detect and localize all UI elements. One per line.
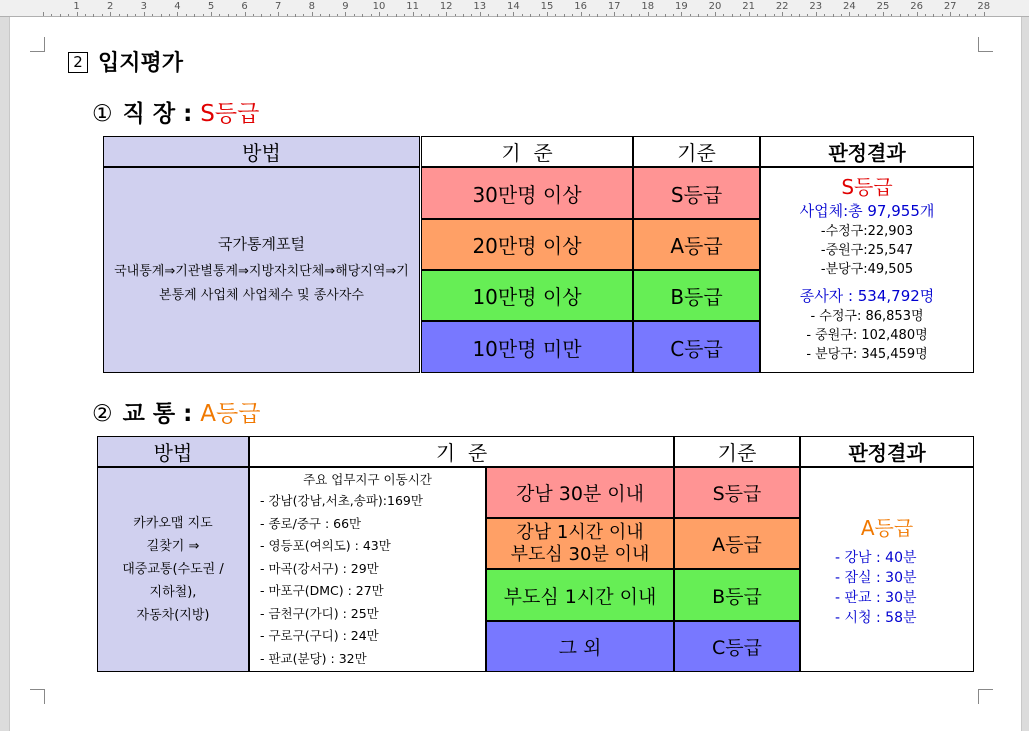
workplace-header-grade: 기준: [633, 136, 760, 167]
margin-corner-bottom-left: [30, 689, 45, 704]
ruler-tick: [816, 12, 817, 16]
traffic-number: ②: [92, 401, 113, 427]
ruler-tick: [891, 14, 892, 16]
ruler-number: 28: [977, 1, 991, 12]
traffic-list-item-1: - 강남(강남,서초,송파):169만: [260, 493, 423, 508]
ruler-number: 3: [140, 1, 147, 12]
section-heading: [68, 46, 183, 77]
traffic-criteria-row-1: 강남 30분 이내: [486, 467, 674, 518]
ruler-tick: [455, 14, 456, 16]
ruler-tick: [614, 12, 615, 16]
ruler-tick: [648, 12, 649, 16]
ruler-number: 15: [540, 1, 554, 12]
ruler-tick: [387, 14, 388, 16]
ruler-tick: [51, 14, 52, 16]
ruler-tick: [446, 12, 447, 16]
ruler-tick: [43, 12, 44, 16]
workplace-method-title: 국가통계포털: [218, 234, 305, 253]
ruler-number: 14: [507, 1, 520, 12]
ruler-tick: [950, 12, 951, 16]
ruler-tick: [303, 14, 304, 16]
workplace-grade-row-4: C등급: [633, 321, 760, 373]
ruler-tick: [883, 12, 884, 16]
ruler-number: 5: [207, 1, 215, 12]
workplace-result-cell: [760, 167, 974, 373]
workplace-criteria-row-1: 30만명 이상: [421, 167, 633, 219]
ruler-tick: [849, 12, 850, 16]
ruler-tick: [219, 14, 220, 16]
ruler-tick: [77, 12, 78, 16]
ruler-tick: [203, 14, 204, 16]
ruler-tick: [312, 12, 313, 16]
ruler-tick: [144, 12, 145, 16]
ruler-number: 1: [73, 1, 80, 12]
workplace-result-emp-item-1: - 수정구: 86,853명: [810, 309, 924, 324]
workplace-criteria-row-3: 10만명 이상: [421, 270, 633, 321]
ruler-number: 25: [876, 1, 890, 12]
ruler-tick: [841, 14, 842, 16]
ruler-tick: [85, 14, 86, 16]
ruler-tick: [253, 14, 254, 16]
ruler-number: 26: [910, 1, 923, 12]
traffic-list-item-7: - 구로구(구디) : 24만: [260, 628, 379, 643]
ruler-number: 22: [775, 1, 789, 12]
traffic-method-line-5: 자동차(지방): [136, 608, 210, 623]
workplace-grade: S등급: [200, 101, 260, 127]
ruler-tick: [354, 14, 355, 16]
traffic-list-item-2: - 종로/중구 : 66만: [260, 515, 362, 531]
margin-corner-top-left: [30, 37, 45, 52]
ruler-tick: [211, 12, 212, 16]
ruler-tick: [245, 12, 246, 16]
section-title: 입지평가: [98, 51, 184, 76]
ruler-tick: [623, 14, 624, 16]
ruler-tick: [589, 14, 590, 16]
margin-corner-top-right: [978, 37, 993, 52]
traffic-grade-row-1: S등급: [674, 467, 800, 518]
traffic-criteria-row-2: 강남 1시간 이내 부도심 30분 이내: [486, 518, 674, 569]
ruler-tick: [942, 14, 943, 16]
ruler-number: 21: [742, 1, 755, 12]
ruler-tick: [379, 12, 380, 16]
traffic-header-result: 판정결과: [800, 436, 974, 467]
traffic-method-line-2: 길찾기 ⇒: [146, 539, 200, 554]
ruler-tick: [690, 14, 691, 16]
ruler-tick: [959, 14, 960, 16]
ruler-number: 13: [473, 1, 487, 12]
ruler-tick: [287, 14, 288, 16]
workplace-header-method: 방법: [103, 136, 420, 167]
ruler-tick: [975, 14, 976, 16]
traffic-heading: [92, 395, 260, 428]
ruler-tick: [68, 14, 69, 16]
workplace-result-biz-item-3: -분당구:49,505: [820, 262, 914, 277]
ruler-tick: [270, 14, 271, 16]
ruler-tick: [572, 14, 573, 16]
traffic-title: 교 통 :: [122, 401, 193, 427]
traffic-method-line-1: 카카오맵 지도: [133, 516, 213, 531]
ruler-number: 7: [275, 1, 282, 12]
ruler-tick: [505, 14, 506, 16]
ruler-tick: [421, 14, 422, 16]
ruler-tick: [278, 12, 279, 16]
ruler-number: 20: [708, 1, 722, 12]
ruler-number: 4: [174, 1, 181, 12]
ruler-number: 18: [641, 1, 655, 12]
workplace-result-biz-total: 사업체:총 97,955개: [799, 202, 935, 220]
ruler-tick: [320, 14, 321, 16]
ruler-tick: [715, 12, 716, 16]
ruler-tick: [681, 12, 682, 16]
ruler-number: 17: [607, 1, 621, 12]
traffic-criteria-row-3: 부도심 1시간 이내: [486, 569, 674, 621]
ruler-tick: [102, 14, 103, 16]
ruler-tick: [749, 12, 750, 16]
workplace-title: 직 장 :: [122, 101, 193, 127]
traffic-list-title: 주요 업무지구 이동시간: [303, 472, 432, 487]
workplace-result-emp-item-3: - 분당구: 345,459명: [806, 347, 928, 362]
workplace-result-biz-item-1: -수정구:22,903: [820, 224, 914, 239]
traffic-list-item-3: - 영등포(여의도) : 43만: [260, 538, 391, 553]
workplace-header-result: 판정결과: [760, 136, 974, 167]
workplace-result-biz-item-2: -중원구:25,547: [820, 243, 914, 258]
workplace-result-emp-total: 종사자 : 534,792명: [799, 287, 935, 305]
ruler-number: 23: [809, 1, 823, 12]
workplace-grade-row-1: S등급: [633, 167, 760, 219]
ruler-tick: [757, 14, 758, 16]
traffic-result-cell: [800, 467, 974, 672]
traffic-result-grade: A등급: [860, 515, 914, 540]
ruler-tick: [488, 14, 489, 16]
traffic-grade: A등급: [200, 401, 261, 427]
ruler-number: 6: [241, 1, 248, 12]
traffic-list-item-4: - 마곡(강서구) : 29만: [260, 560, 379, 576]
ruler-tick: [236, 14, 237, 16]
ruler-tick: [404, 14, 405, 16]
ruler-tick: [438, 14, 439, 16]
ruler-tick: [555, 14, 556, 16]
traffic-result-item-4: - 시청 : 58분: [835, 609, 917, 626]
ruler-tick: [782, 12, 783, 16]
ruler-tick: [337, 14, 338, 16]
ruler-tick: [925, 14, 926, 16]
ruler-number: 12: [439, 1, 453, 12]
ruler-tick: [177, 12, 178, 16]
ruler-tick: [740, 14, 741, 16]
workplace-grade-row-2: A등급: [633, 219, 760, 270]
ruler-tick: [774, 14, 775, 16]
ruler-tick: [581, 12, 582, 16]
ruler-tick: [119, 14, 120, 16]
traffic-method-line-4: 지하철),: [149, 585, 197, 600]
workplace-header-criteria: 기 준: [421, 136, 633, 167]
ruler-tick: [513, 12, 514, 16]
traffic-header-method: 방법: [97, 436, 249, 467]
ruler-tick: [908, 14, 909, 16]
ruler-tick: [875, 14, 876, 16]
ruler-tick: [345, 12, 346, 16]
traffic-header-criteria: 기 준: [249, 436, 674, 467]
workplace-grade-row-3: B등급: [633, 270, 760, 321]
ruler-tick: [791, 14, 792, 16]
margin-corner-bottom-right: [978, 689, 993, 704]
traffic-result-item-3: - 판교 : 30분: [835, 589, 917, 606]
traffic-grade-row-3: B등급: [674, 569, 800, 621]
ruler-tick: [673, 14, 674, 16]
ruler-tick: [471, 14, 472, 16]
traffic-list-item-6: - 금천구(가디) : 25만: [260, 605, 379, 621]
ruler-tick: [824, 14, 825, 16]
traffic-criteria-row-4: 그 외: [486, 621, 674, 672]
ruler-tick: [723, 14, 724, 16]
ruler-number: 24: [843, 1, 856, 12]
ruler-tick: [807, 14, 808, 16]
workplace-criteria-row-4: 10만명 미만: [421, 321, 633, 373]
ruler-number: 8: [308, 1, 315, 12]
ruler-tick: [110, 12, 111, 16]
workplace-result-grade: S등급: [841, 175, 893, 199]
ruler-number: 19: [675, 1, 688, 12]
workplace-method-body: 국내통계⇒기관별통계⇒지방자치단체⇒해당지역⇒기본통계 사업체 사업체수 및 종사자수: [114, 263, 409, 303]
ruler-number: 10: [372, 1, 386, 12]
workplace-number: ①: [92, 101, 113, 127]
workplace-method-cell: [103, 167, 420, 373]
ruler-tick: [135, 14, 136, 16]
traffic-list-item-8: - 판교(분당) : 32만: [260, 650, 367, 666]
ruler-tick: [639, 14, 640, 16]
ruler-tick: [858, 14, 859, 16]
traffic-grade-row-4: C등급: [674, 621, 800, 672]
ruler-number: 16: [574, 1, 587, 12]
ruler-number: 9: [342, 1, 349, 12]
ruler-tick: [480, 12, 481, 16]
ruler-tick: [186, 14, 187, 16]
ruler-tick: [606, 14, 607, 16]
workplace-heading: [92, 95, 259, 128]
ruler-number: 2: [107, 1, 114, 12]
ruler-tick: [547, 12, 548, 16]
traffic-result-item-2: - 잠실 : 30분: [835, 569, 917, 586]
ruler-tick: [152, 14, 153, 16]
traffic-method-line-3: 대중교통(수도권 /: [122, 562, 224, 577]
traffic-list-item-5: - 마포구(DMC) : 27만: [260, 583, 384, 598]
ruler-tick: [707, 14, 708, 16]
ruler-number: 27: [943, 1, 957, 12]
traffic-grade-row-2: A등급: [674, 518, 800, 569]
horizontal-ruler[interactable]: [0, 0, 1029, 17]
ruler-tick: [917, 12, 918, 16]
traffic-result-item-1: - 강남 : 40분: [835, 549, 917, 566]
ruler-tick: [539, 14, 540, 16]
ruler-tick: [522, 14, 523, 16]
ruler-tick: [169, 14, 170, 16]
workplace-criteria-row-2: 20만명 이상: [421, 219, 633, 270]
ruler-tick: [984, 12, 985, 16]
traffic-header-grade: 기준: [674, 436, 800, 467]
ruler-tick: [371, 14, 372, 16]
traffic-method-cell: [97, 467, 249, 672]
ruler-number: 11: [406, 1, 419, 12]
ruler-tick: [413, 12, 414, 16]
ruler-tick: [656, 14, 657, 16]
traffic-list-cell: [249, 467, 486, 672]
section-number: 2: [68, 52, 88, 73]
workplace-result-emp-item-2: - 중원구: 102,480명: [806, 328, 928, 343]
